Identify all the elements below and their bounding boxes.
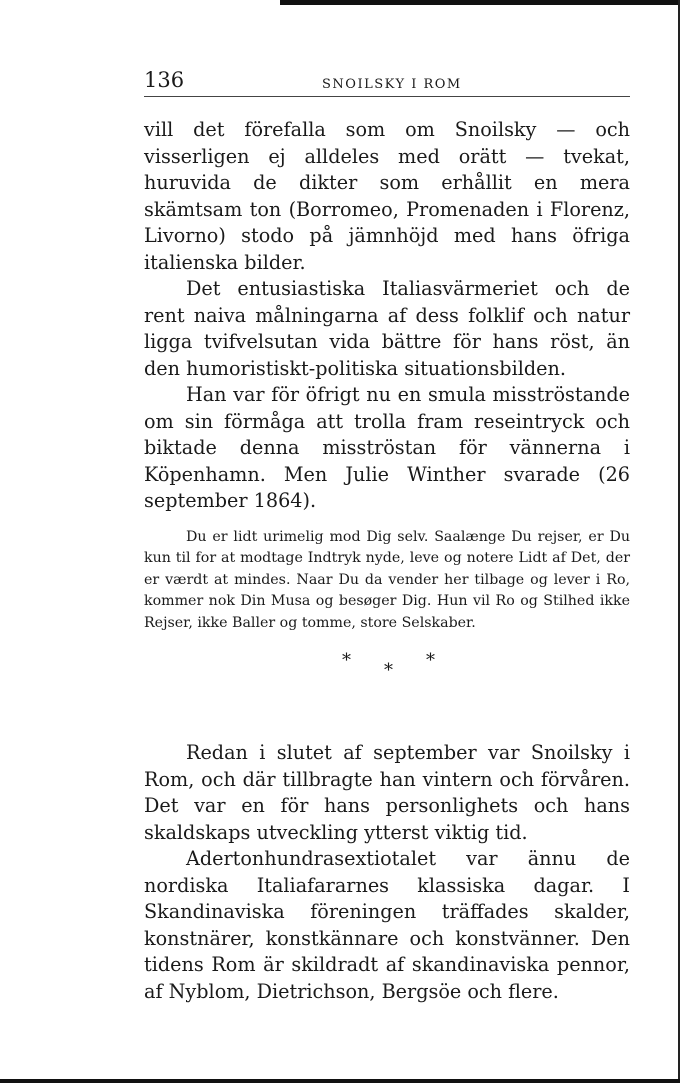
running-title: SNOILSKY I ROM xyxy=(322,77,462,92)
page-number: 136 xyxy=(144,68,185,92)
body-text xyxy=(144,117,630,1005)
scan-bottom-edge xyxy=(0,1079,680,1083)
scan-top-edge xyxy=(280,0,680,5)
paragraph: Adertonhundrasextiotalet var ännu de nordiska Italiafararnes klassiska dagar. I Skandinaviska föreningen träffades skalder, konstnärer, konstkännare och konstvänner. Den tidens Rom är skildradt af skandinaviska pennor, af Nyblom, Dietrichson, Bergsöe och flere. xyxy=(144,847,630,1003)
running-head xyxy=(144,68,630,97)
section-after-break xyxy=(144,740,630,1005)
paragraph: Det entusiastiska Italiasvärmeriet och de rent naiva målningarna af dess folklif och natur ligga tvifvelsutan vida bättre för hans röst, än den humoristiskt-politiska situationsbilden. xyxy=(144,277,630,380)
asterisk: * xyxy=(384,660,393,682)
asterisk: * xyxy=(426,650,435,672)
book-page xyxy=(144,68,630,1005)
asterisk: * xyxy=(342,650,351,672)
block-quote-letter: Du er lidt urimelig mod Dig selv. Saalænge Du rejser, er Du kun til for at modtage Indtryk nyde, leve og notere Lidt af Det, der er værdt at mindes. Naar Du da vender her tilbage og lever i Ro, kommer nok Din Musa og besøger Dig. Hun vil Ro og Stilhed ikke Rejser, ikke Baller og tomme, store Selskaber. xyxy=(144,528,630,631)
paragraph: Han var för öfrigt nu en smula misströstande om sin förmåga att trolla fram reseintryck och biktade denna misströstan för vännerna i Köpenhamn. Men Julie Winther svarade (26 september 1864). xyxy=(144,383,630,512)
paragraph-continued: vill det förefalla som om Snoilsky — och visserligen ej alldeles med orätt — tvekat, huruvida de dikter som erhållit en mera skämtsam ton (Borromeo, Promenaden i Florenz, Livorno) stodo på jämnhöjd med hans öfriga italienska bilder. xyxy=(144,118,630,274)
section-break-asterism xyxy=(144,634,630,704)
paragraph: Redan i slutet af september var Snoilsky i Rom, och där tillbragte han vintern och förvåren. Det var en för hans personlighets och hans skaldskaps utveckling ytterst viktig tid. xyxy=(144,741,630,844)
